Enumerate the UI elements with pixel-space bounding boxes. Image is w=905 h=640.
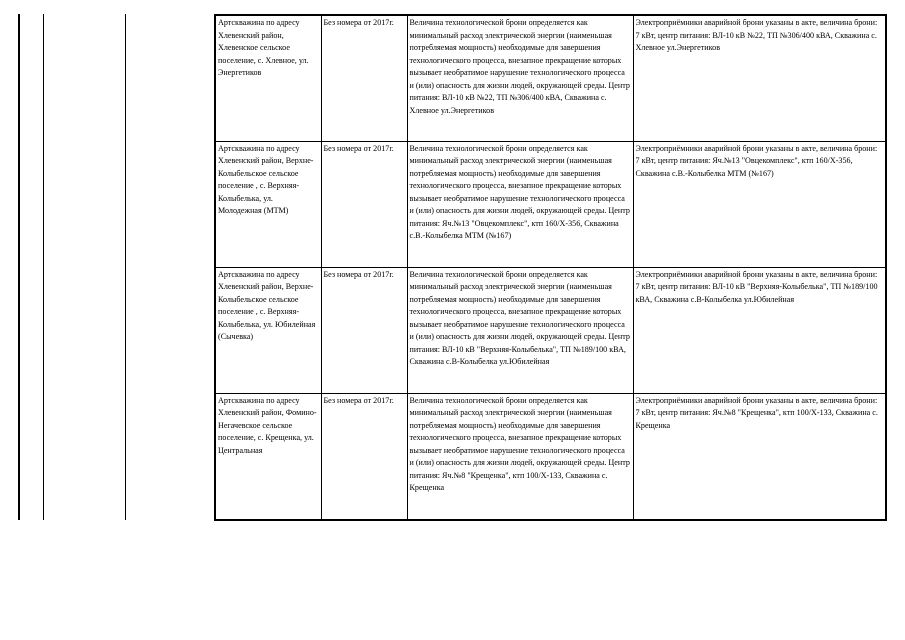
emergency-reserve-cell: Электроприёмники аварийной брони указаны в акте, величина брони: 7 кВт, центр питания: ВЛ-10 кВ "Верхняя-Колыбелька", ТП №189/100 кВА, Скважина с.В-Колыбелка ул.Юбилейная bbox=[633, 267, 886, 393]
table-row bbox=[215, 15, 886, 141]
act-number-cell: Без номера от 2017г. bbox=[321, 141, 407, 267]
technological-reserve-cell: Величина технологической брони определяется как минимальный расход электрической энергии (наименьшая потребляемая мощность) необходимые для завершения технологического процесса, внезапное прекращение которых вызывает необратимое нарушение технологического процесса и (или) опасность для жизни людей, окружающей среды. Центр питания: Яч.№13 "Овцекомплекс", ктп 160/Х-356, Скважина с.В.-Колыбелка МТМ (№167) bbox=[407, 141, 633, 267]
emergency-reserve-cell: Электроприёмники аварийной брони указаны в акте, величина брони: 7 кВт, центр питания: Яч.№13 "Овцекомплекс", ктп 160/Х-356, Скважина с.В.-Колыбелка МТМ (№167) bbox=[633, 141, 886, 267]
technological-reserve-cell: Величина технологической брони определяется как минимальный расход электрической энергии (наименьшая потребляемая мощность) необходимые для завершения технологического процесса, внезапное прекращение которых вызывает необратимое нарушение технологического процесса и (или) опасность для жизни людей, окружающей среды. Центр питания: ВЛ-10 кВ №22, ТП №306/400 кВА, Скважина с. Хлевное ул.Энергетиков bbox=[407, 15, 633, 141]
table-column-divider bbox=[43, 14, 44, 520]
table-border-left bbox=[18, 14, 20, 520]
object-address-cell: Артскважина по адресу Хлевенский район, Хлевенское сельское поселение, с. Хлевное, ул. Энергетиков bbox=[215, 15, 321, 141]
emergency-reserve-cell: Электроприёмники аварийной брони указаны в акте, величина брони: 7 кВт, центр питания: ВЛ-10 кВ №22, ТП №306/400 кВА, Скважина с. Хлевное ул.Энергетиков bbox=[633, 15, 886, 141]
act-number-cell: Без номера от 2017г. bbox=[321, 15, 407, 141]
object-address-cell: Артскважина по адресу Хлевенский район, Верхне-Колыбельское сельское поселение , с. Верхняя-Колыбелька, ул. Юбилейная (Сычевка) bbox=[215, 267, 321, 393]
object-address-cell: Артскважина по адресу Хлевенский район, Верхне-Колыбельское сельское поселение , с. Верхняя-Колыбелька, ул. Молодежная (МТМ) bbox=[215, 141, 321, 267]
table-column-divider bbox=[125, 14, 126, 520]
technological-reserve-cell: Величина технологической брони определяется как минимальный расход электрической энергии (наименьшая потребляемая мощность) необходимые для завершения технологического процесса, внезапное прекращение которых вызывает необратимое нарушение технологического процесса и (или) опасность для жизни людей, окружающей среды. Центр питания: Яч.№8 "Крещенка", ктп 100/Х-133, Скважина с. Крещенка bbox=[407, 393, 633, 520]
technological-reserve-cell: Величина технологической брони определяется как минимальный расход электрической энергии (наименьшая потребляемая мощность) необходимые для завершения технологического процесса, внезапное прекращение которых вызывает необратимое нарушение технологического процесса и (или) опасность для жизни людей, окружающей среды. Центр питания: ВЛ-10 кВ "Верхняя-Колыбелька", ТП №189/100 кВА, Скважина с.В-Колыбелка ул.Юбилейная bbox=[407, 267, 633, 393]
act-number-cell: Без номера от 2017г. bbox=[321, 267, 407, 393]
object-address-cell: Артскважина по адресу Хлевенский район, Фомино-Негачевское сельское поселение, с. Крещенка, ул. Центральная bbox=[215, 393, 321, 520]
table-row bbox=[215, 141, 886, 267]
emergency-reserve-cell: Электроприёмники аварийной брони указаны в акте, величина брони: 7 кВт, центр питания: Яч.№8 "Крещенка", ктп 100/Х-133, Скважина с. Крещенка bbox=[633, 393, 886, 520]
table-row bbox=[215, 393, 886, 520]
reservation-table bbox=[214, 14, 887, 521]
table-row bbox=[215, 267, 886, 393]
act-number-cell: Без номера от 2017г. bbox=[321, 393, 407, 520]
